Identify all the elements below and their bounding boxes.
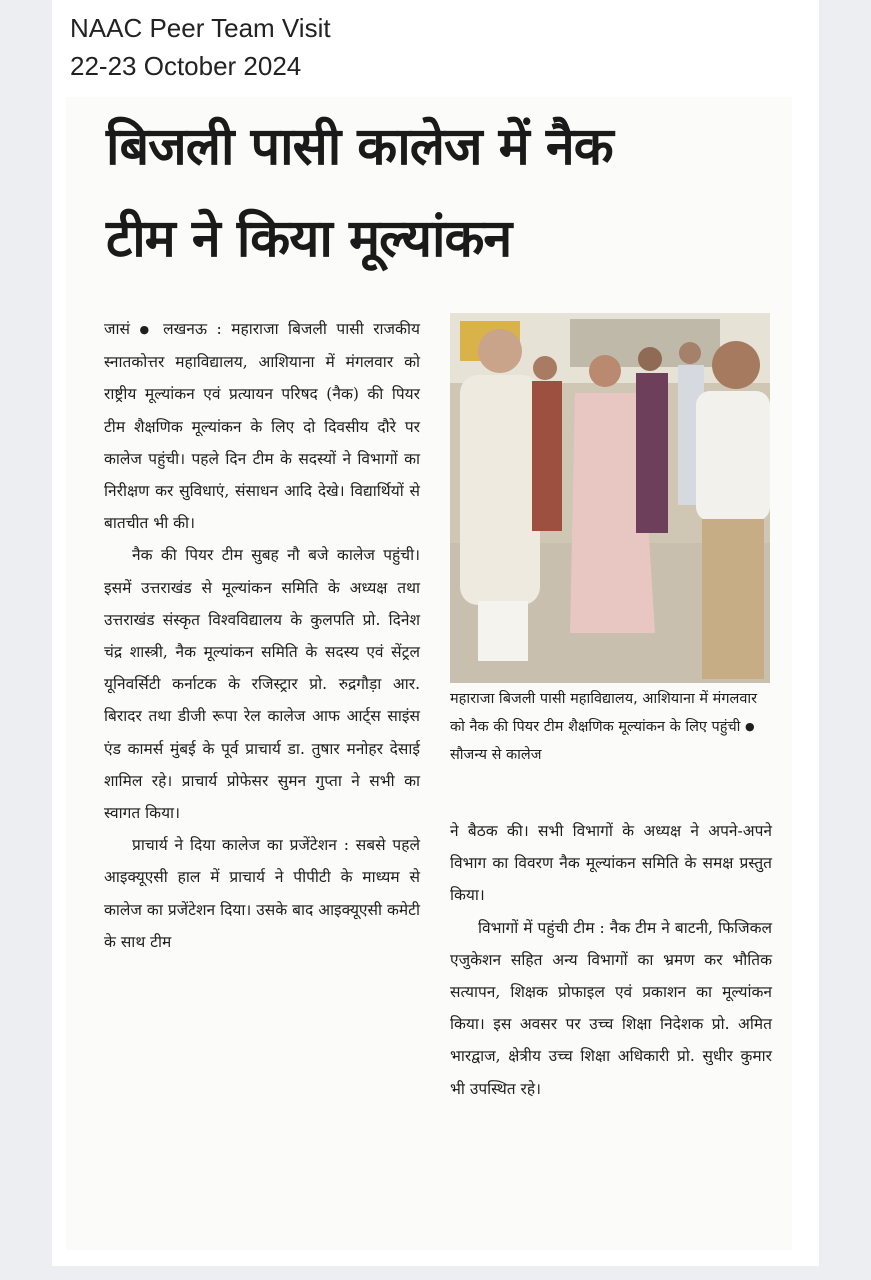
article-paragraph-1: जासं ● लखनऊ : महाराजा बिजली पासी राजकीय स्नातकोत्तर महाविद्यालय, आशियाना में मंगलवार को राष्ट्रीय मूल्यांकन एवं प्रत्यायन परिषद (नैक) की पियर टीम शैक्षणिक मूल्यांकन के लिए दो दिवसीय दौरे पर कालेज पहुंची। पहले दिन टीम के सदस्यों ने विभागों का निरीक्षण कर सुविधाएं, संसाधन आदि देखे। विद्यार्थियों से बातचीत भी की। — [104, 320, 420, 533]
subheading-presentation: प्राचार्य ने दिया कालेज का प्रजेंटेशन : — [132, 836, 349, 855]
bullet-dot-icon: ● — [745, 720, 755, 733]
article-paragraph-3: प्राचार्य ने दिया कालेज का प्रजेंटेशन : सबसे पहले आइक्यूएसी हाल में प्राचार्य ने पीपीटी के माध्यम से कालेज का प्रजेंटेशन दिया। उसके बाद आइक्यूएसी कमेटी के साथ टीम — [104, 836, 420, 951]
location: लखनऊ : — [163, 320, 222, 338]
photo-credit: सौजन्य से कालेज — [450, 747, 542, 763]
post-date: 22-23 October 2024 — [70, 51, 302, 81]
headline-line-1: बिजली पासी कालेज में नैक — [106, 117, 613, 177]
article-paragraph-2: नैक की पियर टीम सुबह नौ बजे कालेज पहुंची। इसमें उत्तराखंड से मूल्यांकन समिति के अध्यक्ष तथा उत्तराखंड संस्कृत विश्वविद्यालय के कुलपति प्रो. दिनेश चंद्र शास्त्री, नैक मूल्यांकन समिति के सदस्य एवं सेंट्रल यूनिवर्सिटी कर्नाटक के रजिस्ट्रार प्रो. रुद्रगौड़ा आर. बिरादर तथा डीजी रूपा रेल कालेज आफ आर्ट्स साइंस एंड कामर्स मुंबई के पूर्व प्राचार्य डा. तुषार मनोहर देसाई शामिल रहे। प्राचार्य प्रोफेसर सुमन गुप्ता ने सभी का स्वागत किया। — [104, 546, 420, 822]
bullet-dot-icon: ● — [139, 322, 154, 336]
article-headline — [106, 101, 766, 285]
subheading-departments: विभागों में पहुंची टीम : — [478, 918, 605, 937]
article-paragraph-5: विभागों में पहुंची टीम : नैक टीम ने बाटनी, फिजिकल एजुकेशन सहित अन्य विभागों का भ्रमण कर भौतिक सत्यापन, शिक्षक प्रोफाइल एवं प्रकाशन का मूल्यांकन किया। इस अवसर पर उच्च शिक्षा निदेशक प्रो. अमित भारद्वाज, क्षेत्रीय उच्च शिक्षा अधिकारी प्रो. सुधीर कुमार भी उपस्थित रहे। — [450, 918, 772, 1098]
headline-line-2: टीम ने किया मूल्यांकन — [106, 209, 512, 269]
article-column-left — [104, 313, 420, 958]
dateline: जासं — [104, 320, 130, 338]
article-photo[interactable] — [450, 313, 770, 683]
team-visit-photo — [450, 313, 770, 683]
article-column-right — [450, 815, 772, 1105]
post-caption — [70, 9, 331, 85]
post-title: NAAC Peer Team Visit — [70, 13, 331, 43]
newspaper-clipping[interactable] — [66, 97, 792, 1250]
photo-caption: महाराजा बिजली पासी महाविद्यालय, आशियाना में मंगलवार को नैक की पियर टीम शैक्षणिक मूल्यांकन के लिए पहुंची ● सौजन्य से कालेज — [450, 691, 758, 763]
article-paragraph-4: ने बैठक की। सभी विभागों के अध्यक्ष ने अपने-अपने विभाग का विवरण नैक मूल्यांकन समिति के समक्ष प्रस्तुत किया। — [450, 822, 772, 905]
